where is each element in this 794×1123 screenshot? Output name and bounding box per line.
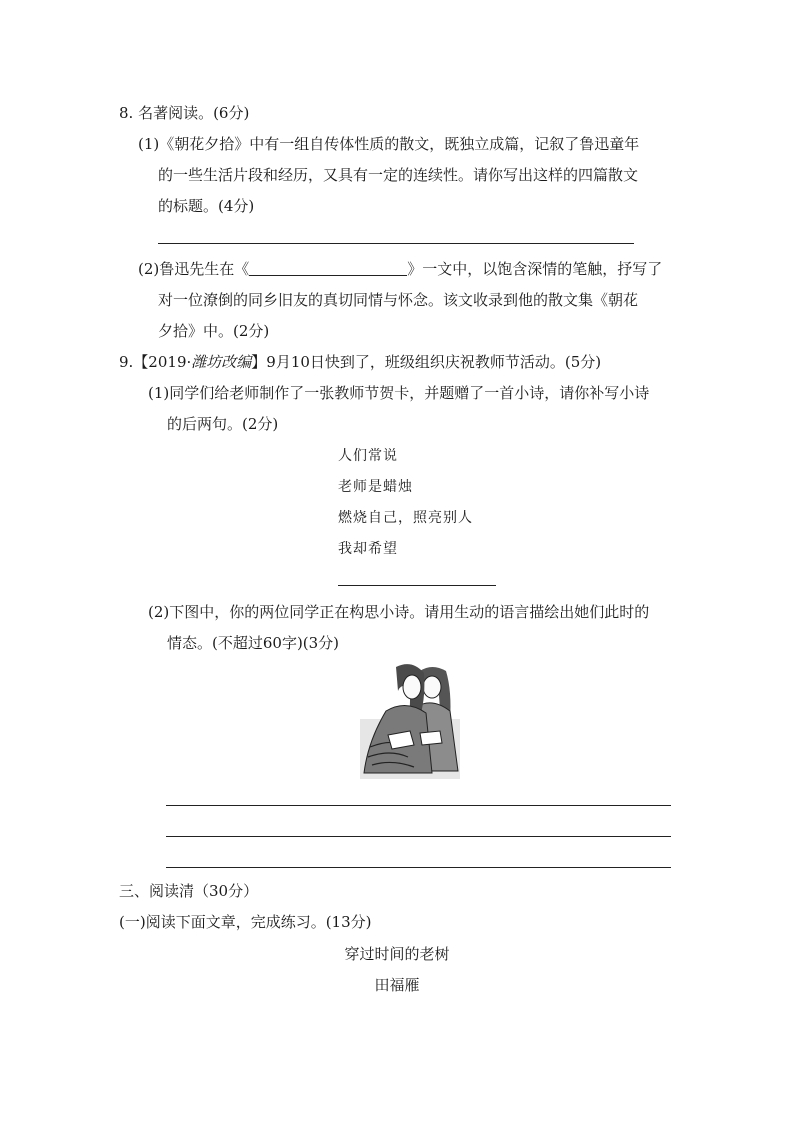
poem-line-1: 人们常说: [338, 448, 398, 464]
section3-subheading: (一)阅读下面文章，完成练习。(13分): [119, 913, 372, 931]
q9-source: 潍坊改编: [191, 353, 252, 371]
q9-part2-line2: 情态。(不超过60字)(3分): [167, 634, 340, 652]
poem-answer-line[interactable]: [338, 585, 496, 586]
article-author: 田福雁: [374, 976, 420, 994]
poem-line-4: 我却希望: [338, 541, 398, 557]
paper-sheet-2: [420, 731, 442, 745]
q8-part1-line3: 的标题。(4分): [158, 197, 255, 215]
q8-part2-line2: 对一位潦倒的同乡旧友的真切同情与怀念。该文收录到他的散文集《朝花: [158, 291, 639, 309]
q8-answer-line[interactable]: [158, 243, 634, 244]
left-girl-face: [403, 675, 421, 699]
q9-heading: [119, 352, 601, 372]
q9-part1-line1: (1)同学们给老师制作了一张教师节贺卡，并题赠了一首小诗，请你补写小诗: [148, 384, 650, 402]
q9-answer-line-2[interactable]: [166, 836, 671, 837]
q8-part2-before: (2)鲁迅先生在《: [138, 260, 250, 278]
q9-heading-suffix: 】9月10日快到了，班级组织庆祝教师节活动。(5分): [251, 353, 602, 371]
q8-part1-line1: (1)《朝花夕拾》中有一组自传体性质的散文，既独立成篇，记叙了鲁迅童年: [138, 135, 640, 153]
q9-part1-line2: 的后两句。(2分): [167, 415, 279, 433]
q9-heading-prefix: 9.【2019·: [119, 353, 192, 371]
q8-part2-after: 》一文中，以饱含深情的笔触，抒写了: [407, 260, 663, 278]
section3-heading: 三、阅读清（30分）: [119, 882, 259, 900]
two-students-illustration: [360, 661, 460, 779]
q8-part2-line1: [138, 259, 662, 279]
q8-title-blank[interactable]: [249, 261, 407, 276]
q9-part2-line1: (2)下图中，你的两位同学正在构思小诗。请用生动的语言描绘出她们此时的: [148, 603, 650, 621]
article-title: 穿过时间的老树: [344, 945, 450, 963]
q8-heading: 8. 名著阅读。(6分): [119, 104, 250, 122]
poem-line-3: 燃烧自己，照亮别人: [338, 510, 473, 526]
q9-answer-line-3[interactable]: [166, 867, 671, 868]
q9-answer-line-1[interactable]: [166, 805, 671, 806]
poem-line-2: 老师是蜡烛: [338, 479, 413, 495]
q8-part2-line3: 夕拾》中。(2分): [158, 322, 270, 340]
right-girl-face: [423, 676, 441, 698]
q8-part1-line2: 的一些生活片段和经历，又具有一定的连续性。请你写出这样的四篇散文: [158, 166, 639, 184]
